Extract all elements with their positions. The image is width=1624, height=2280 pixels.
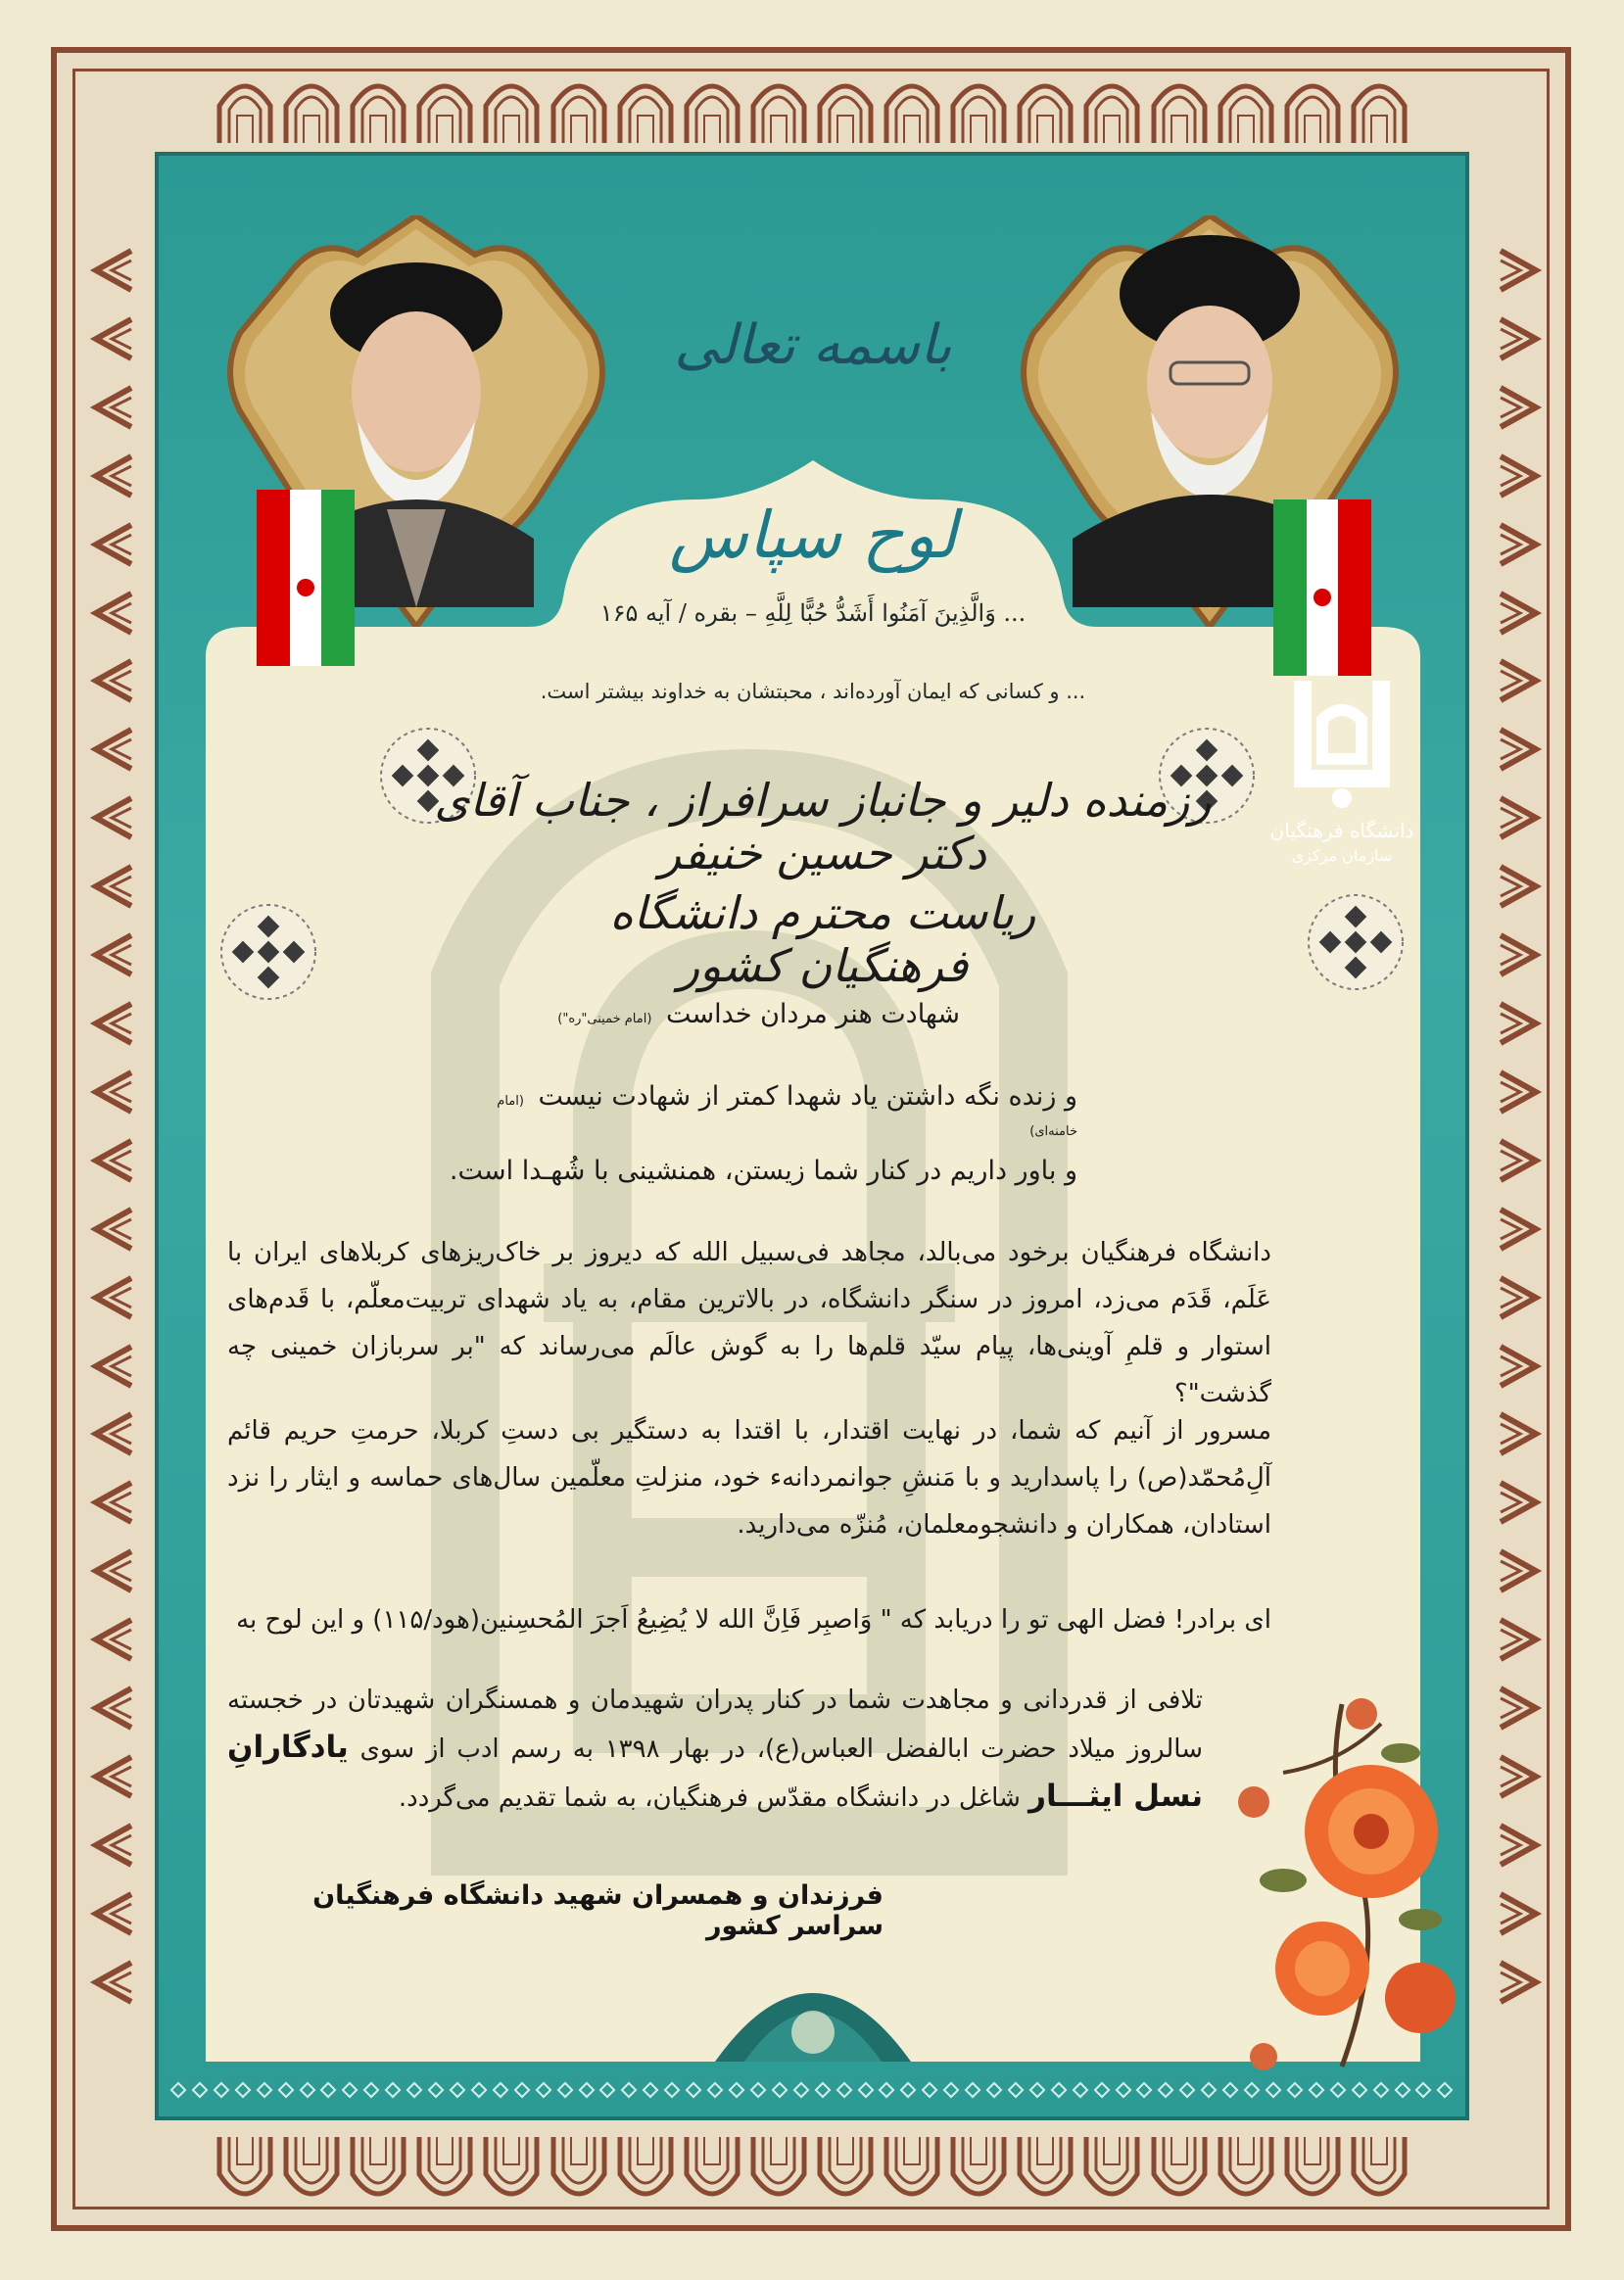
chevron-ornament [1495,1820,1546,1871]
bottom-arch-border [215,2135,1409,2204]
diamond-ornament [1136,2082,1153,2099]
arch-ornament [1350,2137,1409,2204]
diamond-ornament [922,2082,938,2099]
diamond-ornament [191,2082,208,2099]
arch-ornament [215,2137,274,2204]
diamond-ornament [578,2082,595,2099]
bismillah-heading: باسمه تعالی [674,313,952,377]
arch-ornament [1217,2137,1275,2204]
diamond-ornament [385,2082,402,2099]
diamond-ornament [363,2082,380,2099]
diamond-ornament [1179,2082,1196,2099]
arch-ornament [1082,2137,1141,2204]
chevron-ornament [86,1751,137,1802]
diamond-ornament [1286,2082,1303,2099]
chevron-ornament [1495,1341,1546,1392]
quote-line-1 [509,999,960,1029]
diamond-ornament [213,2082,229,2099]
diamond-ornament [234,2082,251,2099]
right-chevron-border [1487,245,1546,2008]
quote-line-3 [431,1156,1077,1186]
quote-attribution: (امام خامنه‌ای) [497,1094,1077,1139]
diamond-ornament [879,2082,895,2099]
diamond-ornament [1007,2082,1024,2099]
diamond-ornament [771,2082,788,2099]
chevron-ornament [1495,1204,1546,1255]
arch-ornament [1283,2137,1342,2204]
diamond-ornament [664,2082,681,2099]
diamond-ornament [857,2082,874,2099]
logo-university-name: دانشگاه فرهنگیان [1269,819,1414,842]
rosette-ornament [217,901,319,1003]
flower-decoration [1224,1685,1459,2076]
diamond-ornament [428,2082,445,2099]
diamond-ornament [1115,2082,1131,2099]
diamond-ornament [792,2082,809,2099]
arch-ornament [616,76,675,143]
arch-ornament [816,76,875,143]
teal-dot-row [172,2084,1452,2106]
diamond-ornament [170,2082,187,2099]
logo-subtitle: سازمان مرکزی [1291,846,1393,865]
arch-ornament [349,76,407,143]
chevron-ornament [1495,1957,1546,2008]
diamond-ornament [814,2082,831,2099]
diamond-ornament [556,2082,573,2099]
bottom-medallion-ornament [715,1944,911,2062]
chevron-ornament [1495,588,1546,639]
chevron-ornament [86,519,137,570]
diamond-ornament [1415,2082,1432,2099]
diamond-ornament [986,2082,1003,2099]
chevron-ornament [86,588,137,639]
chevron-ornament [1495,1614,1546,1665]
chevron-ornament [86,929,137,980]
chevron-ornament [86,724,137,775]
diamond-ornament [900,2082,917,2099]
rosette-ornament [1305,891,1407,993]
diamond-ornament [406,2082,423,2099]
chevron-ornament [1495,998,1546,1049]
arch-ornament [816,2137,875,2204]
chevron-ornament [1495,1272,1546,1323]
arch-ornament [415,76,474,143]
chevron-ornament [1495,861,1546,912]
right-iran-flag [1273,499,1371,676]
diamond-ornament [1244,2082,1261,2099]
diamond-ornament [1266,2082,1282,2099]
diamond-ornament [1437,2082,1454,2099]
chevron-ornament [86,1204,137,1255]
chevron-ornament [86,1067,137,1117]
diamond-ornament [1028,2082,1045,2099]
diamond-ornament [1372,2082,1389,2099]
paragraph-4 [227,1677,1203,1822]
top-arch-border [215,76,1409,145]
chevron-ornament [1495,792,1546,843]
arch-ornament [749,76,808,143]
chevron-ornament [1495,382,1546,433]
diamond-ornament [1222,2082,1239,2099]
chevron-ornament [86,1545,137,1596]
chevron-ornament [1495,655,1546,706]
arch-ornament [1016,2137,1075,2204]
diamond-ornament [599,2082,616,2099]
arch-ornament [1217,76,1275,143]
diamond-ornament [621,2082,638,2099]
chevron-ornament [1495,1477,1546,1528]
arch-ornament [215,76,274,143]
paragraph-1: دانشگاه فرهنگیان برخود می‌بالد، مجاهد فی‌سبیل الله که دیروز بر خاک‌ریزهای کربلاهای ایران با عَلَم، قَدَم می‌زد، امروز در سنگر دانشگاه، در بالاترین مقام، به یاد شهدای تربیت‌معلّم، با قَدم‌های استوار و قلمِ آوینی‌ها، پیام سیّد قلم‌ها را به گوش عالَم می‌رساند که "بر سربازان خمینی چه گذشت"؟ [227,1238,1271,1408]
chevron-ornament [1495,313,1546,364]
diamond-ornament [535,2082,551,2099]
diamond-ornament [1351,2082,1367,2099]
chevron-ornament [1495,519,1546,570]
chevron-ornament [1495,1408,1546,1459]
chevron-ornament [1495,724,1546,775]
chevron-ornament [1495,245,1546,296]
arch-ornament [1150,2137,1209,2204]
diamond-ornament [1093,2082,1110,2099]
chevron-ornament [1495,1545,1546,1596]
diamond-ornament [728,2082,744,2099]
diamond-ornament [342,2082,358,2099]
arch-ornament [749,2137,808,2204]
arch-ornament [415,2137,474,2204]
arch-ornament [549,2137,608,2204]
diamond-ornament [943,2082,960,2099]
arch-ornament [282,76,341,143]
chevron-ornament [86,245,137,296]
chevron-ornament [86,998,137,1049]
paragraph-2: مسرور از آنیم که شما، در نهایت اقتدار، با اقتدا به دستگیر بی دستِ کربلا، حرمتِ حریم قائم آلِ‌مُحمّد(ص) را پاسدارید و با مَنشِ جوانمردانهء خود، منزلتِ معلّمین سال‌های حماسه و ایثار را نزد استادان، همکاران و دانشجومعلمان، مُنزّه می‌دارید. [227,1416,1271,1540]
diamond-ornament [707,2082,724,2099]
arch-ornament [282,2137,341,2204]
arch-ornament [683,2137,741,2204]
chevron-ornament [1495,451,1546,501]
recipient-name: رزمنده دلیر و جانباز سرافراز ، جناب آقای دکتر حسین خنیفر [434,774,1212,879]
paragraph-4-part-b: شاغل در دانشگاه مقدّس فرهنگیان، به شما تقدیم می‌گردد. [398,1783,1021,1813]
diamond-ornament [643,2082,659,2099]
quote-attribution: (امام خمینی"ره") [557,1012,652,1026]
university-logo [1264,661,1420,886]
chevron-ornament [86,1477,137,1528]
chevron-ornament [86,1683,137,1734]
diamond-ornament [277,2082,294,2099]
chevron-ornament [86,792,137,843]
certificate-title: لوح سپاس [669,498,957,573]
chevron-ornament [1495,1751,1546,1802]
diamond-ornament [1201,2082,1218,2099]
nasl-isar-brand: یادگارانِ نسل ایثـــار [227,1730,1203,1814]
chevron-ornament [86,313,137,364]
chevron-ornament [86,1341,137,1392]
chevron-ornament [1495,929,1546,980]
diamond-ornament [256,2082,272,2099]
diamond-ornament [965,2082,981,2099]
verse-translation: ... و کسانی که ایمان آورده‌اند ، محبتشان به خداوند بیشتر است. [540,680,1086,703]
chevron-ornament [86,451,137,501]
diamond-ornament [513,2082,530,2099]
signature-line: فرزندان و همسران شهید دانشگاه فرهنگیان سراسر کشور [312,1880,884,1941]
chevron-ornament [86,382,137,433]
diamond-ornament [1072,2082,1088,2099]
diamond-ornament [1158,2082,1174,2099]
quote-line-2 [460,1081,1077,1142]
left-chevron-border [86,245,145,2008]
arch-ornament [616,2137,675,2204]
chevron-ornament [86,1888,137,1939]
paragraph-4-part-a: تلافی از قدردانی و مجاهدت شما در کنار پدران شهیدمان و همسنگران شهیدتان در خجسته سالروز میلاد حضرت ابالفضل العباس(ع)، در بهار ۱۳۹۸ به رسم ادب از سوی [227,1686,1204,1764]
diamond-ornament [1394,2082,1410,2099]
chevron-ornament [86,1272,137,1323]
chevron-ornament [86,1135,137,1186]
quran-verse: ... وَالَّذِینَ آمَنُوا أَشَدُّ حُبًّا لِلَّهِ – بقره / آیه ۱۶۵ [599,599,1027,627]
chevron-ornament [1495,1135,1546,1186]
arch-ornament [883,2137,941,2204]
arch-ornament [482,76,541,143]
arch-ornament [949,2137,1008,2204]
arch-ornament [1150,76,1209,143]
diamond-ornament [470,2082,487,2099]
diamond-ornament [1308,2082,1324,2099]
arch-ornament [883,76,941,143]
diamond-ornament [299,2082,315,2099]
chevron-ornament [86,1957,137,2008]
arch-ornament [349,2137,407,2204]
paragraph-3: ای برادر! فضل الهی تو را دریابد که " وَاصبِر فَاِنَّ الله لا یُضِیعُ اَجرَ المُحسِنین(هود/۱۱۵) و این لوح به [236,1605,1271,1635]
chevron-ornament [86,1614,137,1665]
chevron-ornament [86,861,137,912]
chevron-ornament [86,1408,137,1459]
university-emblem-icon [1264,661,1420,818]
chevron-ornament [86,1820,137,1871]
quote-text: و زنده نگه داشتن یاد شهدا کمتر از شهادت نیست [538,1081,1077,1112]
arch-ornament [1016,76,1075,143]
recipient-position: ریاست محترم دانشگاه فرهنگیان کشور [609,886,1036,992]
diamond-ornament [1329,2082,1346,2099]
chevron-ornament [86,655,137,706]
quote-text: شهادت هنر مردان خداست [666,999,960,1029]
quote-text: و باور داریم در کنار شما زیستن، همنشینی با شُهـدا است. [449,1156,1077,1186]
arch-ornament [683,76,741,143]
left-iran-flag [257,490,355,666]
diamond-ornament [1050,2082,1067,2099]
diamond-ornament [320,2082,337,2099]
arch-ornament [1082,76,1141,143]
arch-ornament [1283,76,1342,143]
chevron-ornament [1495,1683,1546,1734]
diamond-ornament [449,2082,465,2099]
chevron-ornament [1495,1888,1546,1939]
arch-ornament [482,2137,541,2204]
chevron-ornament [1495,1067,1546,1117]
diamond-ornament [686,2082,702,2099]
diamond-ornament [492,2082,508,2099]
diamond-ornament [749,2082,766,2099]
diamond-ornament [836,2082,852,2099]
arch-ornament [549,76,608,143]
arch-ornament [949,76,1008,143]
arch-ornament [1350,76,1409,143]
